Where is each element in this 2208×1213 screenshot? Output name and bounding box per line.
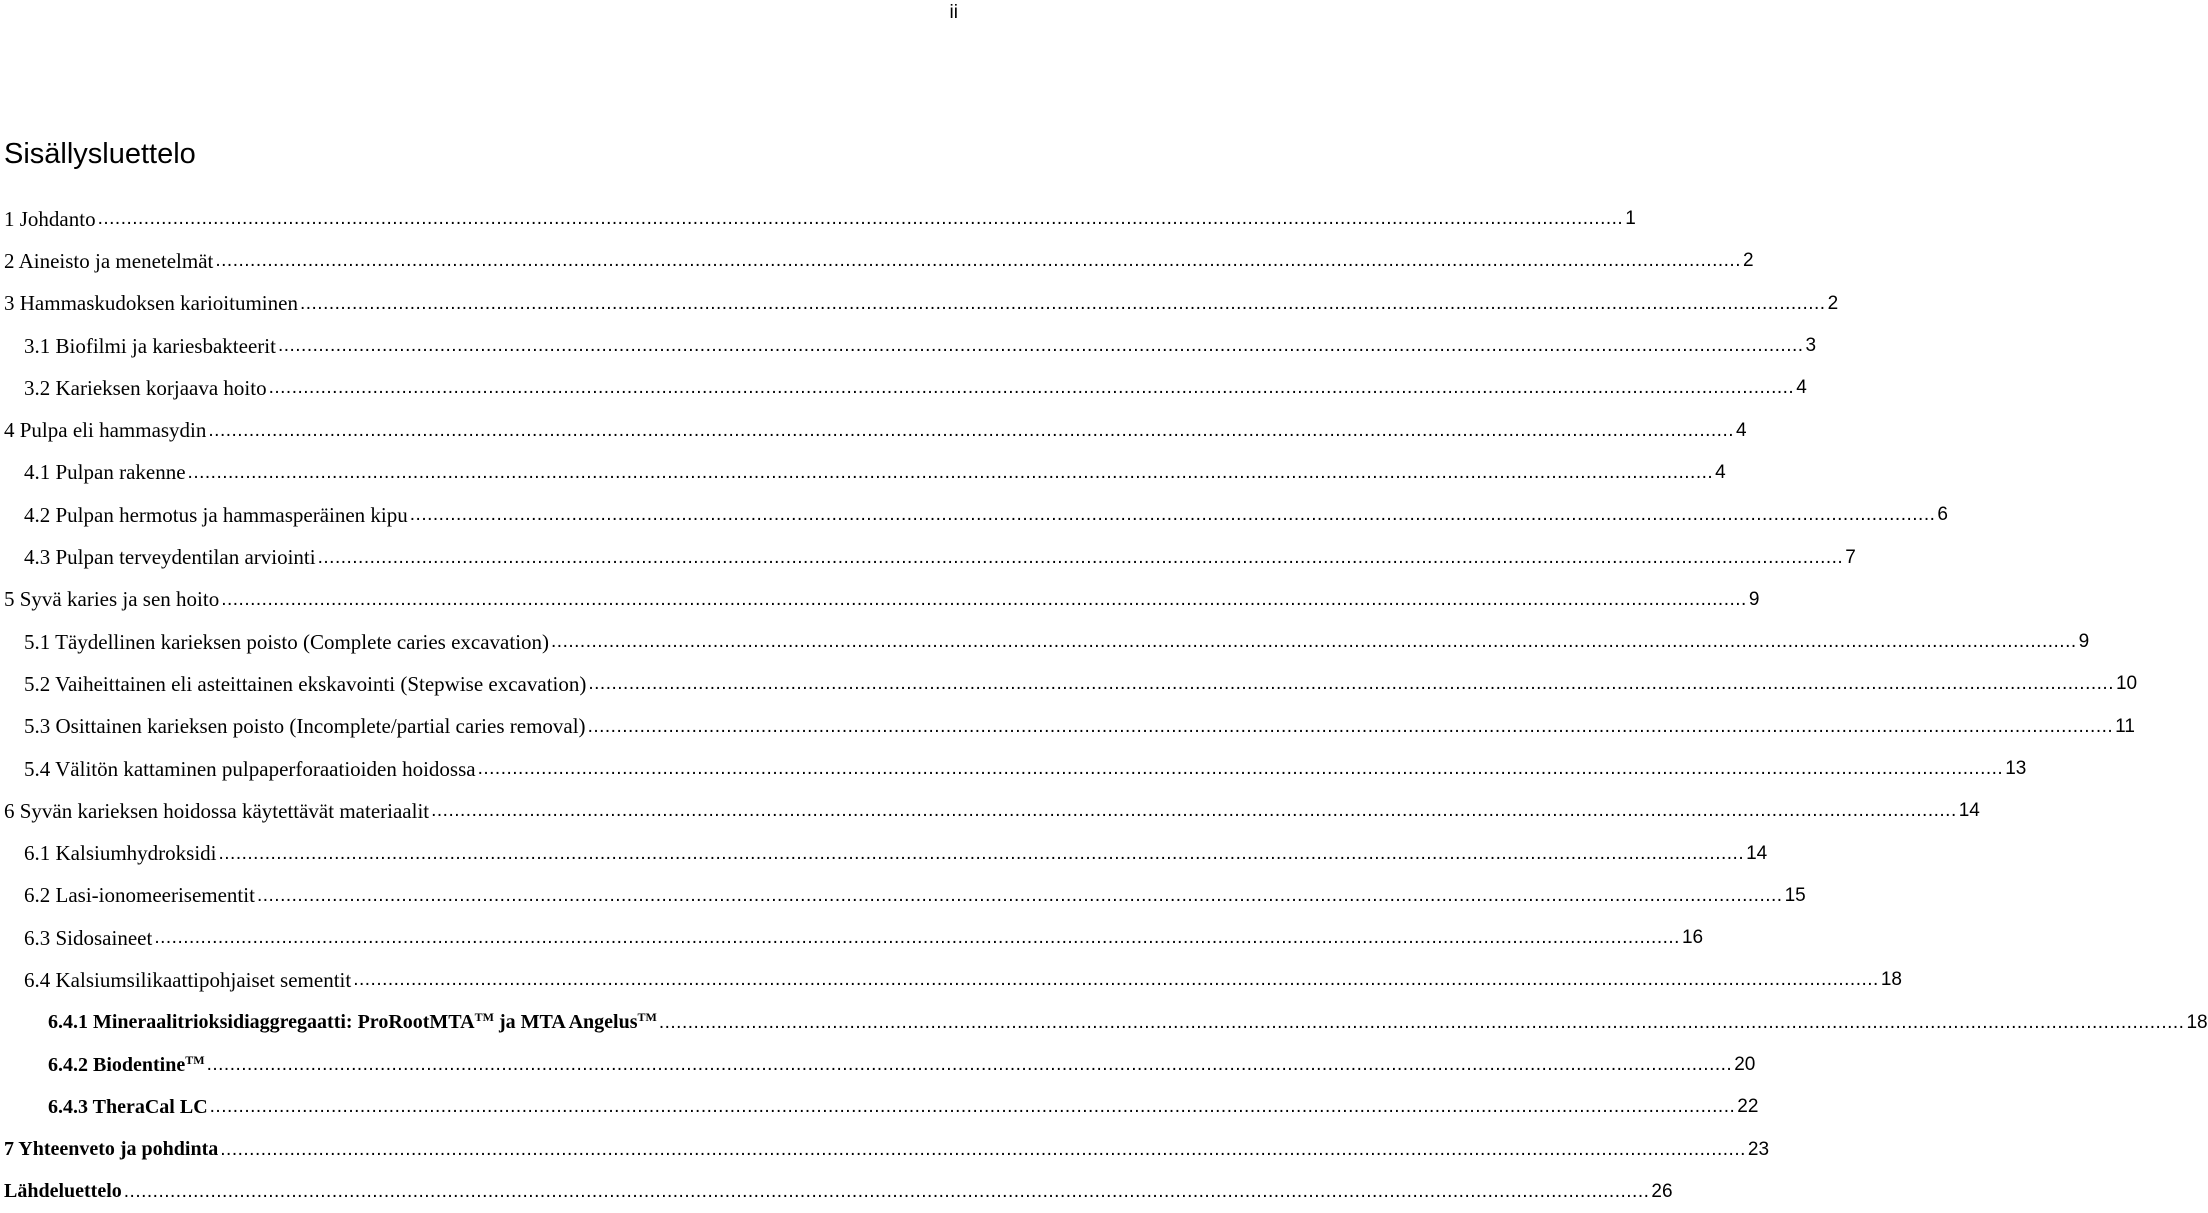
dot-leader [278, 335, 1804, 357]
toc-entry-label-text: Lähdeluettelo [4, 1180, 122, 1203]
toc-entry-page-number: 23 [1747, 1138, 1770, 1160]
toc-entry-label [24, 460, 186, 485]
dot-leader [353, 969, 1879, 991]
toc-entry-label [24, 334, 276, 359]
toc-entry-label-text: 6.3 Sidosaineet [24, 925, 153, 950]
dot-leader [257, 885, 1783, 907]
toc-entry-label-text: 3 Hammaskudoksen karioituminen [4, 291, 298, 316]
toc-entry-page-number: 18 [1880, 969, 1902, 991]
toc-entry-label [4, 418, 206, 443]
toc-entry[interactable] [4, 1129, 1770, 1171]
toc-entry-label [24, 841, 217, 866]
toc-entry[interactable] [4, 240, 1754, 282]
toc-entry-label-text: 3.2 Karieksen korjaava hoito [24, 375, 267, 400]
trademark-superscript: TM [474, 1010, 494, 1025]
dot-leader [551, 631, 2077, 653]
toc-entry[interactable] [4, 706, 2135, 748]
toc-entry[interactable] [4, 790, 1980, 832]
toc-entry-label-text: 6.4 Kalsiumsilikaattipohjaiset sementit [24, 967, 352, 992]
toc-entry-label-text: 6.4.2 Biodentine [48, 1053, 186, 1076]
toc-entry[interactable] [4, 832, 1768, 874]
toc-entry[interactable] [4, 283, 1839, 325]
dot-leader [208, 420, 1734, 442]
toc-entry-page-number: 20 [1734, 1054, 1756, 1076]
toc-entry-label [24, 714, 586, 739]
toc-entry[interactable] [4, 1044, 1756, 1086]
dot-leader [207, 1054, 1733, 1076]
toc-entry-page-number: 7 [1845, 546, 1856, 568]
dot-leader [588, 673, 2114, 695]
toc-entry[interactable] [4, 621, 2090, 663]
toc-entry[interactable] [4, 959, 1902, 1001]
toc-entry-page-number: 13 [2005, 758, 2027, 779]
toc-entry-label [48, 1054, 205, 1077]
toc-entry-label [24, 630, 549, 655]
toc-entry-page-number: 9 [2078, 631, 2090, 653]
toc-entry-label-text: 4 Pulpa eli hammasydin [4, 418, 207, 443]
toc-entry[interactable] [4, 325, 1817, 367]
toc-entry[interactable] [4, 198, 1636, 240]
toc-entry-label [4, 1138, 218, 1161]
toc-entry-label-text: 2 Aineisto ja menetelmät [4, 248, 214, 273]
toc-entry-label-text: 3.1 Biofilmi ja kariesbakteerit [24, 333, 276, 358]
toc-entry-label-text: 4.3 Pulpan terveydentilan arviointi [24, 545, 316, 570]
toc-entry-label [4, 1180, 122, 1203]
toc-entry-page-number: 14 [1746, 842, 1768, 864]
page-number: ii [949, 2, 958, 23]
toc-entry-label-text: 6.1 Kalsiumhydroksidi [24, 841, 217, 866]
toc-entry-label-text: 4.2 Pulpan hermotus ja hammasperäinen kipu [24, 502, 408, 527]
dot-leader [124, 1181, 1650, 1203]
toc-entry-page-number: 11 [2115, 715, 2135, 737]
toc-entry-label-text: 6 Syvän karieksen hoidossa käytettävät materiaalit [4, 798, 430, 823]
toc-entry-label [24, 968, 351, 993]
toc-entry-page-number: 4 [1736, 419, 1747, 441]
dot-leader [318, 547, 1844, 569]
dot-leader [219, 843, 1745, 865]
toc-entry-page-number: 4 [1715, 461, 1726, 483]
toc-entry-label [4, 587, 219, 612]
toc-entry-label-text: ja MTA Angelus [493, 1011, 638, 1034]
trademark-superscript: TM [185, 1052, 205, 1067]
toc-entry-label-text: 1 Johdanto [4, 206, 96, 231]
dot-leader [98, 208, 1624, 230]
toc-entry-page-number: 6 [1937, 504, 1948, 526]
toc-entry-label-text: 6.2 Lasi-ionomeerisementit [24, 883, 255, 908]
toc-entry-page-number: 14 [1958, 800, 1980, 822]
toc-entry-page-number: 15 [1784, 884, 1806, 906]
dot-leader [300, 293, 1826, 315]
toc-entry[interactable] [4, 494, 1948, 536]
toc-entry[interactable] [4, 917, 1704, 959]
toc-entry[interactable] [4, 1002, 2208, 1044]
toc-entry-label [24, 376, 267, 401]
toc-entry[interactable] [4, 1086, 1759, 1128]
dot-leader [210, 1096, 1736, 1118]
toc-entry-label-text: 4.1 Pulpan rakenne [24, 460, 186, 485]
page-title: Sisällysluettelo [4, 138, 196, 170]
toc-entry-label [4, 799, 429, 824]
toc-entry-label-text: 5.3 Osittainen karieksen poisto (Incomplete/partial caries removal) [24, 714, 586, 739]
dot-leader [659, 1012, 2185, 1034]
table-of-contents [4, 198, 2208, 1213]
trademark-superscript: TM [637, 1010, 657, 1025]
toc-entry-label [24, 883, 255, 908]
toc-entry[interactable] [4, 1171, 1673, 1213]
dot-leader [154, 927, 1680, 949]
dot-leader [588, 716, 2114, 738]
dot-leader [431, 800, 1957, 822]
toc-entry[interactable] [4, 536, 1856, 578]
toc-entry-label [24, 503, 408, 528]
toc-entry-label [24, 545, 316, 570]
toc-entry[interactable] [4, 748, 2027, 790]
toc-entry-label [24, 672, 586, 697]
toc-entry[interactable] [4, 367, 1807, 409]
dot-leader [220, 1139, 1746, 1161]
dot-leader [188, 462, 1714, 484]
toc-entry-label-text: 6.4.3 TheraCal LC [48, 1095, 208, 1118]
toc-entry-label-text: 5.4 Välitön kattaminen pulpaperforaatioiden hoidossa [24, 756, 476, 781]
toc-entry-page-number: 10 [2115, 673, 2138, 695]
toc-entry[interactable] [4, 452, 1726, 494]
toc-entry-page-number: 26 [1651, 1180, 1673, 1202]
toc-entry-label-text: 5.1 Täydellinen karieksen poisto (Complete caries excavation) [24, 629, 550, 654]
toc-entry-label-text: 6.4.1 Mineraalitrioksidiaggregaatti: ProRootMTA [48, 1011, 475, 1034]
toc-entry-label [4, 249, 213, 274]
toc-entry[interactable] [4, 409, 1747, 451]
dot-leader [410, 504, 1936, 526]
toc-entry-label [24, 757, 476, 782]
toc-entry-label [4, 207, 96, 232]
dot-leader [215, 250, 1741, 272]
toc-entry[interactable] [4, 663, 2138, 705]
toc-entry-page-number: 16 [1681, 927, 1704, 949]
toc-entry[interactable] [4, 875, 1806, 917]
toc-entry-page-number: 1 [1625, 208, 1636, 230]
toc-entry-label-text: 5 Syvä karies ja sen hoito [4, 587, 220, 612]
toc-entry-label [48, 1096, 208, 1119]
toc-entry-page-number: 2 [1742, 250, 1754, 272]
toc-entry-label-text: 7 Yhteenveto ja pohdinta [4, 1138, 219, 1161]
toc-entry-page-number: 4 [1796, 377, 1807, 399]
dot-leader [221, 589, 1747, 611]
toc-entry-page-number: 9 [1748, 588, 1760, 610]
toc-entry-page-number: 22 [1737, 1096, 1759, 1118]
dot-leader [269, 377, 1795, 399]
toc-entry-label [4, 291, 298, 316]
toc-entry-label [48, 1011, 657, 1034]
dot-leader [478, 758, 2004, 780]
toc-entry[interactable] [4, 579, 1760, 621]
toc-entry-label [24, 926, 152, 951]
toc-entry-label-text: 5.2 Vaiheittainen eli asteittainen ekskavointi (Stepwise excavation) [24, 671, 587, 696]
toc-entry-page-number: 3 [1805, 335, 1817, 357]
toc-entry-page-number: 2 [1827, 292, 1839, 314]
toc-entry-page-number: 18 [2186, 1011, 2208, 1033]
